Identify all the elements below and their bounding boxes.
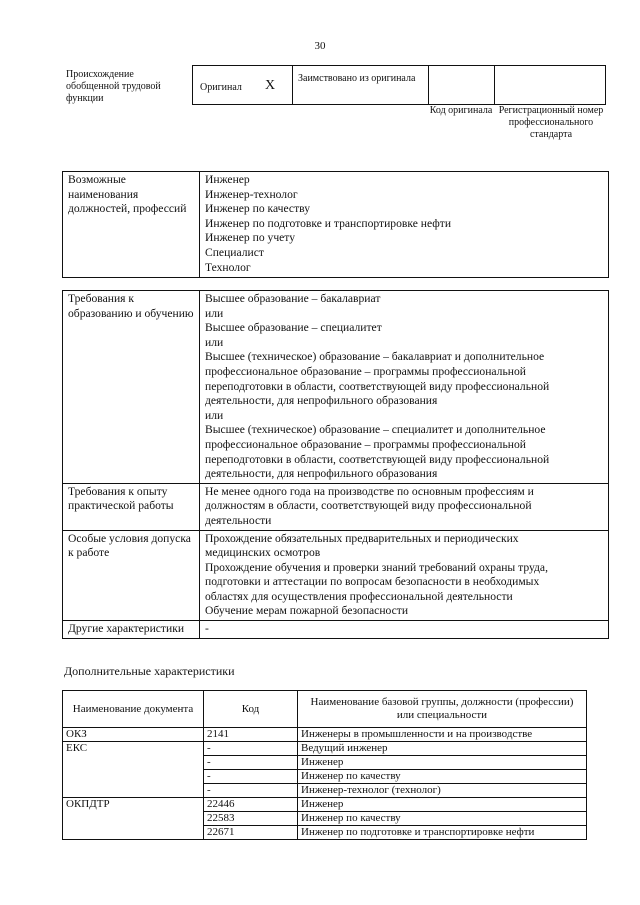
admission-value	[200, 530, 609, 621]
text-line: или	[205, 306, 224, 320]
text-line: Не менее одного года на производстве по основным профессиям и	[205, 484, 534, 498]
text-line: деятельности	[205, 513, 272, 527]
position-item: Инженер	[205, 173, 250, 186]
original-mark: X	[265, 78, 276, 93]
other-value	[200, 621, 609, 639]
origin-table	[192, 65, 606, 105]
row-name: Инженер	[298, 798, 587, 812]
table-row	[63, 798, 587, 812]
code-caption: Код оригинала	[429, 105, 493, 116]
position-item: Специалист	[205, 245, 264, 259]
row-code: 22583	[204, 812, 298, 826]
additional-heading: Дополнительные характеристики	[64, 664, 235, 678]
position-item: Инженер-технолог	[205, 187, 298, 201]
row-code: -	[204, 742, 298, 756]
borrowed-cell	[293, 66, 429, 104]
row-name: Инженер	[298, 756, 587, 770]
position-item: Технолог	[205, 260, 251, 274]
text-line: или	[205, 408, 224, 422]
positions-label: Возможные наименования должностей, профессий	[63, 172, 200, 278]
page-number: 30	[314, 40, 326, 52]
text-line: Высшее (техническое) образование – бакалавриат и дополнительное	[205, 350, 545, 364]
origin-label: Происхождение обобщенной трудовой функции	[66, 69, 161, 104]
row-doc: ЕКС	[63, 742, 204, 798]
row-doc: ОКЗ	[63, 728, 204, 742]
text-line: профессиональное образование – программы профессиональной	[205, 364, 526, 378]
text-line: деятельности, для непрофильного образования	[205, 467, 438, 481]
other-row	[63, 621, 609, 639]
position-item: Инженер по подготовке и транспортировке нефти	[205, 216, 452, 230]
reg-caption: Регистрационный номер профессионального стандарта	[498, 105, 604, 140]
text-line: переподготовки в области, соответствующей виду профессиональной	[205, 452, 550, 466]
row-doc: ОКПДТР	[63, 798, 204, 840]
requirements-table	[62, 290, 609, 639]
text-line: профессиональное образование – программы профессиональной	[205, 437, 526, 451]
row-name: Инженеры в промышленности и на производстве	[298, 728, 587, 742]
original-label: Оригинал	[200, 82, 242, 93]
education-value	[200, 291, 609, 484]
text-line: деятельности, для непрофильного образования	[205, 394, 438, 408]
text-line: -	[205, 622, 209, 636]
experience-value	[200, 483, 609, 530]
text-line: подготовки и аттестации по вопросам безопасности в необходимых	[205, 575, 540, 589]
table-header-row	[63, 691, 587, 728]
admission-row	[63, 530, 609, 621]
text-line: Прохождение обучения и проверки знаний требований охраны труда,	[205, 560, 548, 574]
row-code: -	[204, 784, 298, 798]
table-row	[63, 728, 587, 742]
admission-label: Особые условия допуска к работе	[63, 530, 200, 621]
row-name: Инженер по качеству	[298, 770, 587, 784]
row-name: Инженер-технолог (технолог)	[298, 784, 587, 798]
table-row	[63, 742, 587, 756]
text-line: Высшее (техническое) образование – специалитет и дополнительное	[205, 423, 546, 437]
experience-row	[63, 483, 609, 530]
text-line: Прохождение обязательных предварительных и периодических	[205, 531, 519, 545]
education-label: Требования к образованию и обучению	[63, 291, 200, 484]
row-name: Инженер по подготовке и транспортировке нефти	[298, 826, 587, 840]
text-line: медицинских осмотров	[205, 546, 321, 560]
row-code: 22671	[204, 826, 298, 840]
original-code-cell	[429, 66, 495, 104]
text-line: Обучение мерам пожарной безопасности	[205, 604, 409, 618]
text-line: Высшее образование – бакалавриат	[205, 292, 381, 305]
row-name: Инженер по качеству	[298, 812, 587, 826]
positions-table	[62, 171, 609, 278]
row-code: 2141	[204, 728, 298, 742]
text-line: Высшее образование – специалитет	[205, 321, 382, 335]
borrowed-label: Заимствовано из оригинала	[298, 73, 416, 84]
text-line: или	[205, 335, 224, 349]
additional-table	[62, 690, 587, 840]
original-cell	[193, 66, 293, 104]
position-item: Инженер по качеству	[205, 202, 311, 216]
education-row	[63, 291, 609, 484]
header-name: Наименование базовой группы, должности (профессии) или специальности	[298, 691, 587, 728]
row-code: 22446	[204, 798, 298, 812]
other-label: Другие характеристики	[63, 621, 200, 639]
header-code: Код	[204, 691, 298, 728]
text-line: переподготовки в области, соответствующей виду профессиональной	[205, 379, 550, 393]
header-document: Наименование документа	[63, 691, 204, 728]
text-line: областях для осуществления профессиональной деятельности	[205, 589, 513, 603]
row-name: Ведущий инженер	[298, 742, 587, 756]
row-code: -	[204, 770, 298, 784]
row-code: -	[204, 756, 298, 770]
experience-label: Требования к опыту практической работы	[63, 483, 200, 530]
text-line: должностям в области, соответствующей виду профессиональной	[205, 499, 532, 513]
reg-number-cell	[495, 66, 605, 104]
position-item: Инженер по учету	[205, 231, 296, 245]
positions-list	[200, 172, 609, 278]
